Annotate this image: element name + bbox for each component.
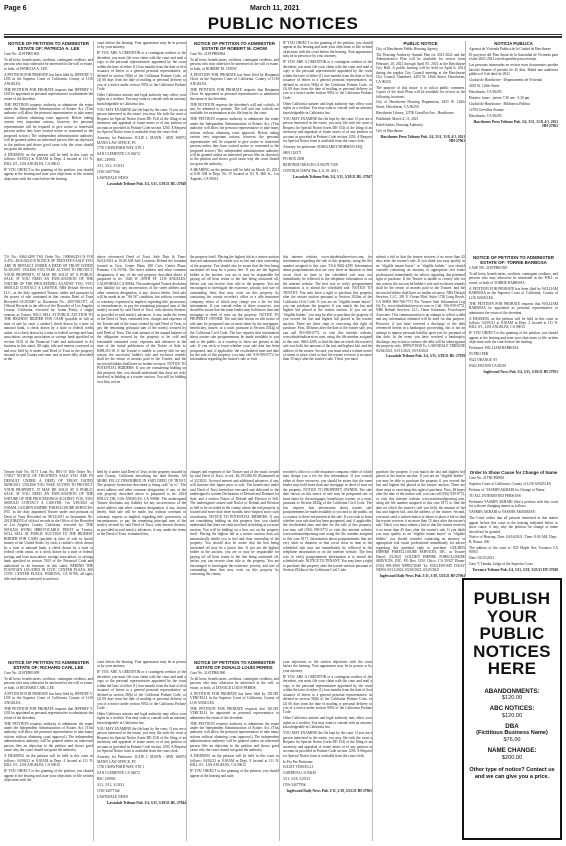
notice-paragraph: A PETITION FOR PROBATE has been filed by JULIET VERCELLI in the Superior Court of California, County of LOS ANGELES.	[190, 691, 279, 705]
notice-paragraph: A PETITION FOR PROBATE has been filed by Benjamin Chow in the Superior Court of California, County of LOS ANGELES.	[190, 72, 279, 86]
notice-paragraph: Hawthorne, CA 90250	[469, 90, 502, 95]
notice-paragraph: CNS-3447706#	[97, 170, 120, 175]
notice-paragraph: A PETITION FOR PROBATE has been filed by JEFFERY V. LEE in the Superior Court of California, County of LOS ANGELES.	[4, 72, 93, 86]
notice-paragraph: A HEARING on the petition will be held in this court as follows: 04/05/21 at 8:30AM in Dept. 4 located at 111 N. HILL ST., LOS ANGELES, CA 90012	[4, 153, 93, 166]
notice-paragraph: Trustee Sale No. 8171 Loan No. R81-15 Title Order No.: 170027 NOTICE OF TRUSTEE'S SALE YOU ARE IN DEFAULT UNDER A DEED OF TRUST DATED 08/08/2011. UNLESS YOU TAKE ACTION TO PROTECT YOUR PROPERTY, IT MAY BE SOLD AT A PUBLIC SALE. IF YOU NEED AN EXPLANATION OF THE NATURE OF THE PROCEEDINGS AGAINST YOU, YOU SHOULD CONTACT A LAWYER. On 3/18/2021 at 9:00AM, GOLDEN EMPIRE FORECLOSURE SERVICES, INC. as the duly appointed Trustee under and pursuant to Deed of Trust Recorded on 08/12/2011 as Instrument No. 20111084555 of official records in the Office of the Recorder of Los Angeles County, California, executed by: THE WEILDA WONG IRREVOCABLE TRUST as Trustor, WILL SELL AT PUBLIC AUCTION TO THE HIGHEST BIDDER FOR CASH (payable at time of sale in lawful money of the United States, by cash, a cashier's check drawn by a state or national bank, a check drawn by a state or federal credit union, or a check drawn by a state or federal savings and loan association, savings association, or savings bank specified in section 5102 of the Financial Code and authorized to do business in this state), BEHIND THE FOUNTAIN LOCATED IN CIVIC CENTER PLAZA, 400 CIVIC CENTER PLAZA, POMONA, CA 91766, all right, title and interest conveyed to and now	[4, 470, 93, 581]
notice-block	[97, 41, 186, 250]
notice-paragraph: Hawthorne, CA 90250	[469, 113, 502, 118]
notice-paragraph: To all heirs, beneficiaries, creditors, contingent creditors, and persons who may otherwise be interested in the will or estate, or both, of RICHARD CARL LEE.	[4, 676, 93, 690]
notice-heading: PUBLIC NOTICE	[403, 41, 438, 46]
notice-paragraph: SBN 126371	[283, 150, 302, 155]
ad-dba-sub: (Fictitious Business Name)	[476, 730, 548, 736]
notice-paragraph: Case No. 21TRCP00061	[469, 476, 505, 480]
ad-abc-price: $120.00	[501, 712, 523, 719]
notice-paragraph: El proyecto del Plan Anual de la Autoridad de Vivienda para el año 2021-2022 está disponible para revisión.	[469, 52, 558, 62]
notice-paragraph: City of Hawthorne Housing Department, 4455 W. 126th Street, Hawthorne, CA 90250	[376, 100, 465, 109]
notice-paragraph: A HEARING on the petition will be held in this court as follows: 04/05/21 at 8:30AM in Dept. 2 located at 111 N. HILL ST., LOS ANGELES, CA 90012	[469, 316, 558, 330]
publication-reference: Inglewood Daily News Pub. 3/11, 3/18, 3/25/21 HI-27964	[379, 573, 465, 578]
notice-paragraph: In Pro Per Petitioner:	[283, 759, 314, 764]
notice-paragraph: Date: 02/25/2021	[469, 556, 495, 561]
column-divider	[186, 41, 187, 841]
ad-headline	[464, 590, 560, 678]
notice-paragraph: your objections or file written objections with the court before the hearing. Your appearance may be in person or by your attorney.	[283, 660, 372, 673]
notice-block	[4, 41, 93, 250]
notice-paragraph: court before the hearing. Your appearance may be in person or by your attorney.	[97, 660, 186, 669]
notice-paragraph: court before the hearing. Your appearance may be in person or by your attorney.	[97, 41, 186, 50]
notice-block	[190, 41, 279, 250]
notice-block	[376, 255, 465, 465]
notice-paragraph: City of Hawthorne Public Housing Agency	[376, 47, 438, 51]
notice-paragraph: A PETITION FOR PROBATE has been filed by WILLIAM BARBOSA in the Superior Court of California, County of LOS ANGELES.	[469, 286, 558, 300]
notice-heading: NOTICIA PUBLICA	[494, 41, 533, 46]
notice-paragraph: YASMIN AKBARI to YASMIN AKBARIAN	[469, 510, 536, 515]
column-divider	[372, 41, 373, 841]
notice-block	[190, 470, 279, 655]
notice-paragraph: Horario: lunes - jueves 7:30 am - 5:30 pm	[469, 96, 530, 101]
notice-heading: NOTICE OF PETITION TO ADMINISTER ESTATE OF: PATRICIA A. LEE	[8, 41, 89, 51]
notice-block	[190, 255, 279, 465]
notice-block	[283, 660, 372, 842]
ad-dba-label: DBA	[505, 722, 519, 730]
publication-reference: Inglewood Daily News Pub. 3/11, 3/18, 3/25/21 HI-27965	[286, 789, 372, 794]
notice-paragraph: A HEARING on the petition will be held in this court as follows: 04/06/21 at 8:30AM in Dept. 4 located at 111 N. HILL ST., LOS ANGELES, CA 90012	[4, 754, 93, 768]
notice-paragraph: Agencia de Vivienda Publica de la Ciudad de Hawthorne	[469, 47, 551, 51]
notice-paragraph: IF YOU ARE A CREDITOR or a contingent creditor of the decedent, you must file your claim with the court and mail a copy to the personal representative appointed by the court within the later of either (1) four months from the date of first issuance of letters to a general personal representative, as defined in section 58(b) of the California Probate Code, or (2) 60 days from the date of mailing or personal delivery to you of a notice under section 9052 of the California Probate Code.	[283, 60, 372, 100]
notice-paragraph: 3/11, 3/12, 3/18/21	[97, 164, 125, 169]
notice-paragraph: Attorney for petitioner: MARGARET HOHMAN ESQ	[283, 144, 363, 149]
notice-paragraph: YOU MAY EXAMINE the file kept by the court. If you are a person interested in the estate, you may file with the court a Request for Special Notice (form DE-154) of the filing of an inventory and appraisal of estate assets or of any petition or account as provided in Probate Code section 1250. A Request for Special Notice form is available from the court clerk.	[97, 107, 186, 135]
notice-block	[283, 470, 372, 655]
notice-paragraph: THE PETITION requests authority to administer the estate under the Independent Administration of Estates Act. (This authority will allow the personal representative to take many actions without obtaining court approval.) The independent administration authority will be granted unless an interested person files an objection to the petition and shows good cause why the court should not grant the authority.	[4, 721, 93, 753]
notice-block	[4, 255, 93, 465]
notice-paragraph: Case No. 21STPB01900	[190, 671, 226, 675]
notice-paragraph: The Court orders that all persons interested in this matter appear before this court at the hearing indicated below to show cause, if any, why the petition for change of name should not be granted.	[469, 516, 558, 534]
notice-paragraph: CASE NO. 21STPB01929	[469, 266, 508, 270]
notice-paragraph: To all heirs, beneficiaries, creditors, contingent creditors, and persons who may otherwise be interested in the will, or estate, or both, of DONALD LOUIS PERRIS.	[190, 676, 279, 690]
notice-block	[469, 41, 558, 250]
notice-paragraph: THE PETITION FOR PROBATE requests that WILLIAM BARBOSA be appointed as personal representative to administer the estate of the decedent.	[469, 301, 558, 315]
notice-paragraph: THE PETITION FOR PROBATE requests that JEFFERY V. LEE be appointed as personal representative to administer the estate of the decedent.	[4, 706, 93, 720]
notice-paragraph: IF YOU ARE A CREDITOR or a contingent creditor of the decedent, you must file your claim with the court and mail a copy to the personal representative appointed by the court within the later of either (1) four months from the date of first issuance of letters to a general personal representative, as defined in section 58(b) of the California Probate Code, or (2) 60 days from the date of mailing or personal delivery to you of a notice under section 9052 of the California Probate Code.	[97, 51, 186, 92]
publication-reference: Lawndale Tribune Pub. 3/4, 3/11, 3/18/21 HL-27939	[386, 354, 465, 359]
notice-paragraph: Attorney for Petitioner: JULIE I. MANN - SBN 169072 MANN LAW OFFICE, PC	[97, 755, 186, 764]
notice-block	[190, 660, 279, 842]
notice-paragraph: Published: March 4, 11, 2021	[376, 116, 419, 121]
notice-paragraph: City of Hawthorne	[376, 128, 403, 133]
notice-paragraph: THE PETITION requests authority to administer the estate under the Independent Administration of Estates Act. (This authority will allow the personal representative to take many actions without obtaining court approval. Before taking certain very important actions, however, the personal representative will be required to give notice to interested persons unless they have waived notice or consented to the proposed action.) The independent administration authority will be granted unless an interested person files an objection to the petition and shows good cause why the court should not grant the authority.	[4, 102, 93, 152]
ad-line-4: NOTICES	[473, 641, 551, 661]
notice-block	[97, 660, 186, 842]
notice-block	[283, 41, 372, 250]
notice-paragraph: THE PETITION FOR PROBATE requests that JULIET VERCELLI be appointed as personal representative to administer the estate of the decedent.	[190, 706, 279, 720]
notice-block	[97, 470, 186, 655]
notice-paragraph: THE PETITION requests authority to administer the estate under the Independent Administration of Estates Act. (This authority will allow the personal representative to take many actions without obtaining court approval. Before taking certain very important actions, however, the personal representative will be required to give notice to interested persons unless they have waived notice or consented to the proposed action.) The independent administration authority will be granted unless an interested person files an objection to the petition and shows good cause why the court should not grant the authority.	[190, 117, 279, 166]
notice-paragraph: above referenced Deed of Trust. Sale Date & Time: 04/13/2021 at 10:00 AM Sale Location: Behind the fountain located in Civic Center Plaza, 400 Civic Center Plaza, Pomona, CA 91766. The street address and other common designation, if any, of the real property described above is purported to be: 1026 W 109TH ST, LOS ANGELES, CALIFORNIA CA 90044. The undersigned Trustee disclaims any liability for any incorrectness of the street address and other common designation, if any, shown herein. Said sale will be made in an "AS IS" condition, but without covenant or warranty, expressed or implied, regarding title, possession, or encumbrances, to pay the remaining principal sum of the note(s) secured by said Deed of Trust, with interest thereon, as provided in said note(s), advances, if any, under the terms of the Deed of Trust, estimated fees, charges and expenses of the Trustee and of the trusts created by said Deed of Trust, to pay the remaining principal sum of the note(s) secured by said Deed of Trust. The total amount of the unpaid balance of the obligation secured by the property to be sold and reasonable estimated costs, expenses and advances at the time of the initial publication of the Notice of Sale is: $388,219.18. If the Trustee is unable to convey title for any reason, the successful bidder's sole and exclusive remedy shall be the return of monies paid to the Trustee, and the successful bidder shall have no further recourse. NOTICE TO POTENTIAL BIDDERS: If you are considering bidding on this property lien, you should understand that there are risks involved in bidding at a trustee auction. You will be bidding on a lien, not on	[97, 255, 186, 384]
publication-reference: Hawthorne Press Tribune Pub. 3/4, 3/11, 3/18, 4/1, 2021 HH-27963	[380, 134, 465, 144]
notice-paragraph: CNS-3447795#	[283, 783, 306, 788]
notice-paragraph: Petitioner: WILLIAM BARBOSA	[469, 346, 519, 351]
notice-paragraph: T.S. No.: 9462-4209 TSG Order No.: 190066225-CA-VOI A.P.N.: 4016-025-019 NOTICE OF TRUSTEE'S SALE YOU ARE IN DEFAULT UNDER A DEED OF TRUST DATED 01/18/2007. UNLESS YOU TAKE ACTION TO PROTECT YOUR PROPERTY, IT MAY BE SOLD AT A PUBLIC SALE. IF YOU NEED AN EXPLANATION OF THE NATURE OF THE PROCEEDING AGAINST YOU, YOU SHOULD CONTACT A LAWYER. NBS Default Services, LLC, as the duly appointed Trustee, under and pursuant to the power of sale contained in that certain Deed of Trust Recorded 01/29/2007 as Document No.: 20070181377, of Official Records in the office of the Recorder of Los Angeles County, California, executed by: Joann Pretty, a single woman, as Trustor, WILL SELL AT PUBLIC AUCTION TO THE HIGHEST BIDDER FOR CASH (payable in full at time of sale by cash, a cashier's check drawn by a state or national bank, a check drawn by a state or federal credit union, or a check drawn by a state or federal savings and loan association, savings association or savings bank specified in section 5102 of the Financial Code and authorized to do business in this state). All right, title and interest conveyed to and now held by it under said Deed of Trust in the property situated in said County and state, and as more fully described in the	[4, 255, 93, 362]
notice-paragraph: IF YOU ARE A CREDITOR or a contingent creditor of the decedent, you must file your claim with the court and mail a copy to the personal representative appointed by the court within the later of either (1) four months from the date of first issuance of letters to a general personal representative, as defined in section 58(b) of the California Probate Code, or (2) 60 days from the date of mailing or personal delivery to you of a notice under section 9052 of the California Probate Code.	[283, 674, 372, 715]
column-divider	[465, 41, 466, 576]
notice-paragraph: SAN CLEMENTE CA 92672	[97, 771, 140, 776]
notice-paragraph: To all heirs, beneficiaries, creditors, contingent creditors, and persons who may otherwise be interested in the WILL or estate, or both of TORRIE BARBOSA.	[469, 271, 558, 285]
notice-paragraph: THE PETITION requests the decedent's will and codicils, if any, be admitted to probate. The will and any codicils are available for examination in the file kept by the court.	[190, 102, 279, 116]
notice-paragraph: Other California statutes and legal authority may affect your rights as a creditor. You may want to consult with an attorney knowledgeable in California law.	[283, 101, 372, 115]
notice-paragraph: Ciudad de Hawthorne - Biblioteca Pública	[469, 102, 530, 107]
notice-paragraph: held by it under said Deed of Trust in the property situated in said County, California describing the land therein: AS MORE FULLY DESCRIBED IN SAID DEED OF TRUST. The property heretofore described is being sold "as is". The street address and other common designation, if any, of the real property described above is purported to be: 2424 HOLLY DR, LOS ANGELES, CA 90068. The undersigned Trustee disclaims any liability for any incorrectness of the street address and other common designation, if any, shown herein. Said sale will be made, but without covenant or warranty, express or implied, regarding title, possession, or encumbrances, to pay the remaining principal sum of the note(s) secured by said Deed of Trust, with interest thereon, as provided in said note(s), advances, if any, under the terms of the Deed of Trust, estimated fees,	[97, 470, 186, 537]
notice-paragraph: YOU MAY EXAMINE the file kept by the court. If you are a person interested in the estate, you may file with the court a Request for Special Notice (form DE-154) of the filing of an inventory and appraisal of estate assets or of any petition or account as provided in Probate Code section 1250. A Request for Special Notice form is available from the court clerk.	[283, 116, 372, 144]
notice-paragraph: Gary Y. Tanaka, Judge of the Superior Court	[469, 562, 533, 567]
notice-paragraph: recorder's office or a title insurance company, either of which may charge you a fee for this information. If you consult either of these resources, you should be aware that the same lender may hold more than one mortgage or deed of trust on the property. NOTICE TO PROPERTY OWNER: The sale date shown on this notice of sale may be postponed one or more times by the mortgagee, beneficiary, trustee, or a court, pursuant to Section 2924g of the California Civil Code. The law requires that information about trustee sale postponements be made available to you and to the public, as a courtesy to those not present at the sale. If you wish to learn whether your sale date has been postponed, and, if applicable, the rescheduled time and date for the sale of this property, you may call (916) 939-0772 or visit this internet website www.nationwideposting.com using the file number assigned to this case 8171. Information about postponements that are very short in duration or that occur close in time to the scheduled sale may not immediately be reflected in the telephone information or on the internet website. The best way to verify postponement information is to attend the scheduled sale. NOTICE TO TENANT: You may have a right to purchase this property after the trustee auction pursuant to Section 2924m of the California Civil Code.	[283, 470, 372, 572]
notice-paragraph: 4455 W. 126th Street	[469, 84, 500, 89]
notice-block	[469, 470, 558, 575]
title-rule-bottom	[4, 36, 562, 38]
notice-paragraph: this internet website, www.nbsdefaultservices.com, for information regarding the sale of this property, using the file number assigned to this case, T.S.# 9462-4209. Information about postponements that are very short in duration or that occur close in time to the scheduled sale may not immediately be reflected in the telephone information or on the internet website. The best way to verify postponement information is to attend the scheduled sale. NOTICE TO TENANT: You may have a right to purchase this property after the trustee auction pursuant to Section 2924m of the California Civil Code. If you are an "eligible tenant buyer," you can purchase the property if you match the last and highest bid placed at the trustee auction. If you are an "eligible bidder," you may be able to purchase the property if you exceed the last and highest bid placed at the trustee auction. There are three steps to exercising this right of purchase. First, 48 hours after the date of the trustee sale, you can call 916-939-0772, or visit this internet website, www.nbsdefaultservices.com, using the file number assigned to this case, 9462-4209, to find the date on which the trustee's sale was held, the amount of the last and highest bid, and the address of the trustee. Second, you must send a written notice of intent to place a bid so that the trustee receives it no more than 15 days after the trustee's sale. Third, you must	[283, 255, 372, 362]
notice-block	[4, 470, 93, 655]
notice-block	[97, 255, 186, 465]
notice-paragraph: THE PETITION requests authority to administer the estate under the Independent Administration of Estates Act. (This authority will allow the personal representative to take many actions without obtaining court approval.) The independent administration authority will be granted unless an interested person files an objection to the petition and shows good cause why the court should not grant the authority.	[190, 721, 279, 753]
ad-line-2: YOUR	[486, 606, 538, 626]
ad-name-change-price: $200.00	[501, 754, 523, 761]
notice-paragraph: The purpose of this notice is to solicit public comment. Copies of the draft Plans will be available for review in the following locations:	[376, 85, 465, 99]
notice-paragraph: purchase the property if you match the last and highest bid placed at the trustee auction. If you are an "eligible bidder," you may be able to purchase the property if you exceed the last and highest bid placed at the trustee auction. There are three steps to exercising this right of purchase. First, 48 hours after the date of the trustee sale, you can call (916) 939-0772, or visit this internet website www.nationwideposting.com, using the file number assigned to this case 8171 to find the date on which the trustee's sale was held, the amount of the last and highest bid, and the address of the trustee. Second, you must send a written notice of intent to place a bid so that the trustee receives it no more than 15 days after the trustee's sale. Third, you must submit a bid so that the trustee receives it no more than 45 days after the trustee's sale. If you think you may qualify as an "eligible tenant buyer" or "eligible bidder," you should consider contacting an attorney or appropriate real estate professional immediately for advice regarding this potential right to purchase. GOLDEN EMPIRE FORECLOSURE SERVICES, INC. as Trustee Dated: 3/2/2021 GOLDEN EMPIRE FORECLOSURE SERVICES, INC. PO Box 1350, Chico, CA 95927 Phone: (530) 893-2900 NPP0372049 To: INGLEWOOD DAILY NEWS 03/11/2021, 03/18/2021, 03/25/2021	[376, 470, 465, 572]
notice-paragraph: YOU MAY EXAMINE the file kept by the court. If you are a person interested in the estate, you may file with the court a Request for Special Notice (form DE-154) of the filing of an inventory and appraisal of estate assets or of any petition or account as provided in Probate Code section 1250. A Request for Special Notice form is available from the court clerk.	[97, 726, 186, 754]
notice-paragraph: The address of the court is: 825 Maple Ave, Torrance CA 90503	[469, 545, 558, 555]
notice-paragraph: Petition of: YASMIN AKBARI for Change of Name	[469, 487, 545, 492]
notice-paragraph: LAWNDALE NEWS	[97, 176, 129, 181]
notice-paragraph: Notice of Hearing: Date: 04/16/2021, Time: 8:30 AM, Dept.: B, Room: 200	[469, 535, 558, 544]
notice-paragraph: BSC 219902	[97, 777, 116, 782]
notice-paragraph: Ciudad de Hawthorne - Departamento de Vivienda	[469, 78, 542, 83]
notice-paragraph: Case No. 21STPB01909	[4, 671, 40, 675]
notice-paragraph: TO ALL INTERESTED PERSONS:	[469, 493, 522, 498]
notice-heading: NOTICE OF PETITION TO ADMINISTER ESTATE OF: RICHARD CARL LEE	[8, 660, 89, 670]
ad-name-change-label: NAME CHANGE:	[487, 747, 537, 754]
ad-line-5: HERE	[487, 659, 537, 678]
notice-paragraph: THE PETITION FOR PROBATE requests that Benjamin Chow be appointed as personal representative to administer the estate of the decedent.	[190, 87, 279, 101]
notice-paragraph: IF YOU OBJECT to the granting of the petition, you should appear at the hearing and state	[190, 769, 279, 778]
notice-paragraph: REDONDO BEACH CA 90278-7358	[283, 162, 338, 167]
notice-paragraph: A HEARING on the petition will be held on March 25, 2021 at 8:30 AM in Dept. No. 67 located at 111 N. Hill St., Los Angeles, CA 90012.	[190, 167, 279, 181]
ad-line-1: PUBLISH	[473, 589, 551, 608]
notice-paragraph: To all heirs, beneficiaries, creditors, contingent creditors, and persons who may otherwise be interested in the will or estate, or both, of PATRICIA A. LEE.	[4, 57, 93, 71]
notice-paragraph: Kaleb Sarkis, Housing Authority	[376, 122, 424, 127]
publication-reference: Lawndale Tribune Pub. 3/4, 3/11, 3/18/21 HL-27944	[107, 801, 186, 806]
notice-paragraph: LAWNDALE NEWS	[97, 795, 129, 800]
notice-paragraph: THE PETITION FOR PROBATE requests that JEFFERY V. LEE be appointed as personal representative to administer the estate of the decedent.	[4, 87, 93, 101]
ad-tagline: Other type of notice? Contact us and we can give you a price.	[469, 766, 555, 780]
notice-paragraph: IN PRO PER	[469, 352, 489, 357]
notice-paragraph: BSC 219901	[97, 158, 116, 163]
publication-reference: Hawthorne Press Tribune Pub. 3/4, 3/11, 3/18, 4/1, 2021 HH-27962	[473, 119, 558, 129]
notice-paragraph: YOU MAY EXAMINE the file kept by the court. If you are a person interested in the estate, you may file with the court a Request for Special Notice (form DE-154) of the filing of an inventory and appraisal of estate assets or of any petition or account as provided in Probate Code section 1250. A Request for Special Notice form is available from the court clerk.	[283, 731, 372, 758]
notice-paragraph: A HEARING on the petition will be held in this court as follows: 04/02/21 at 8:30AM in Dept. 9 located at 111 N. HILL ST., LOS ANGELES, CA 90012	[190, 754, 279, 768]
notice-paragraph: Case No. 21STPB01865	[4, 52, 40, 56]
notice-block	[283, 255, 372, 465]
ad-abandonments-label: ABANDONMENTS:	[484, 687, 540, 695]
notice-paragraph: GARDENA CA 90249	[283, 771, 316, 776]
column-divider	[279, 41, 280, 841]
page-number: Page 6	[4, 5, 27, 12]
notice-paragraph: Attorney for Petitioner: JULIE I. MANN - SBN 169072 MANN LAW OFFICE, PC	[97, 136, 186, 145]
notice-paragraph: submit a bid so that the trustee receives it no more than 45 days after the trustee's sale. If you think you may qualify as an "eligible tenant buyer" or "eligible bidder," you should consider contacting an attorney or appropriate real estate professional immediately for advice regarding this potential right to purchase. If the Trustee is unable to convey title for any reason, the successful bidder's sole and exclusive remedy shall be the return of monies paid to the Trustee, and the successful bidder shall have no further recourse. NBS Default Services, LLC, 301 E. Ocean Blvd. Suite 1720 Long Beach, CA 90802 800-766-7751 For Trustee Sale Information Log On To: www.nbsdefaultservices.com or Call: 916-939-0772. NBS Default Services, LLC, Omar Solorzano, Foreclosure Associate. This communication is an attempt to collect a debt and any information obtained will be used for that purpose. However, if you have received a discharge of the debt referenced herein in a bankruptcy proceeding, this is not an attempt to impose personal liability upon you for payment of that debt. In the event you have received a bankruptcy discharge, any action to enforce the debt will be taken against the property only. NPP0371838 To: LAWNDALE TRIBUNE 03/04/2021, 03/11/2021, 03/18/2021	[376, 255, 465, 353]
notice-paragraph: IF YOU OBJECT to the granting of the petition, you should appear at the hearing and state your objections or file written objections with the court before the hearing.	[469, 331, 558, 345]
notice-paragraph: Hawthorne Library, 12700 Grevillea Ave., Hawthorne	[376, 110, 454, 115]
notice-heading: NOTICE OF PETITION TO ADMINISTER ESTATE OF: TORRIE BARBOSA	[473, 255, 554, 265]
notice-paragraph: 1750 CRAWFORD WAY, STE 1	[97, 146, 145, 151]
title-rule-top	[4, 34, 562, 35]
notice-paragraph: IF YOU OBJECT to the granting of the petition, you should appear at the hearing and state your objections or file written objections with the court before the hearing. Your appearance may be in person or by your attorney.	[283, 41, 372, 59]
publication-reference: Lawndale Tribune Pub. 3/4, 3/11, 3/18/21 HL-27948	[107, 182, 186, 187]
notice-heading: Order to Show Cause for Change of Name	[469, 470, 558, 475]
notice-paragraph: Superior Court of California, County of LOS ANGELES	[469, 481, 551, 486]
publication-reference: Inglewood News Pub. 3/4, 3/11, 3/18/21 HI-27953	[483, 370, 558, 375]
notice-paragraph: Las personas interesadas en revisar estos documentos pueden hacerlo durante el periodo de 45 días. Habrá una audiencia pública el 6 de abril de 2021.	[469, 63, 558, 77]
notice-paragraph: IF YOU ARE A CREDITOR or a contingent creditor of the decedent, you must file your claim with the court and mail a copy to the personal representative appointed by the court within the later of either (1) four months from the date of first issuance of letters to a general personal representative, as defined in section 58(b) of the California Probate Code, or (2) 60 days from the date of mailing or personal delivery to you of a notice under section 9052 of the California Probate Code.	[97, 670, 186, 711]
notice-block	[4, 660, 93, 842]
notice-paragraph: Petitioner YASMIN AKBARI filed a petition with this court for a decree changing names as follows:	[469, 499, 558, 509]
ad-abc-label: ABC NOTICES:	[489, 705, 535, 712]
publication-reference: Torrance Tribune Pub. 3/4, 3/11, 3/18, 3/25/21 HT-27949	[472, 568, 558, 573]
notice-paragraph: 3/11, 3/12, 3/18/21	[97, 783, 125, 788]
publication-reference: Lawndale Tribune Pub. 3/4, 3/11, 3/18/21 HL-27947	[293, 174, 372, 179]
notice-paragraph: CNS-3447716#	[97, 789, 120, 794]
ad-line-3: PUBLIC	[479, 624, 545, 643]
notice-paragraph: Case No. 21STPB00962	[190, 52, 226, 56]
notice-paragraph: CN974028 CHOW Mar 4,11,18, 2021	[283, 168, 339, 173]
notice-paragraph: SAN CLEMENTE CA 92672	[97, 152, 140, 157]
notice-block	[376, 470, 465, 655]
notice-paragraph: the property itself. Placing the highest bid at a trustee auction does not automatically entitle you to free and clear ownership of the property. You should also be aware that the lien being auctioned off may be a junior lien. If you are the highest bidder at the auction, you are or may be responsible for paying off all liens senior to the lien being auctioned off, before you can receive clear title to the property. You are encouraged to investigate the existence, priority, and size of outstanding liens that may exist on this property by contacting the county recorder's office or a title insurance company, either of which may charge you a fee for this information. If you consult either of these resources, you should be aware that the same lender may hold more than one mortgage or deed of trust on the property. NOTICE TO PROPERTY OWNER: The sale date shown on this notice of sale may be postponed one or more times by the mortgagee, beneficiary, trustee, or a court, pursuant to Section 2924g of the California Civil Code. The law requires that information about trustee sale postponements be made available to you and to the public, as a courtesy to those not present at the sale. If you wish to learn whether your sale date has been postponed, and, if applicable, the rescheduled time and date for the sale of this property, you may call, 916-939-0772 for information regarding the trustee's sale or visit	[190, 255, 279, 362]
notice-block	[469, 255, 558, 465]
notice-paragraph: IF YOU OBJECT to the granting of the petition, you should appear at the hearing and state your objections or file written objections with the court before the hearing.	[4, 167, 93, 181]
notice-paragraph: A PETITION FOR PROBATE has been filed by JEFFERY V. LEE in the Superior Court of California, County of LOS ANGELES.	[4, 691, 93, 705]
ad-dba-price: $76.00	[503, 737, 521, 743]
notice-paragraph: 1750 CRAWFORD WAY, STE 1	[97, 765, 145, 770]
notice-heading: NOTICE OF PETITION TO ADMINISTER ESTATE OF DONALD LOUIS PERRIS	[194, 660, 275, 670]
notice-paragraph: JULIET VERCELLI	[283, 765, 313, 770]
notice-paragraph: PO BOX 2858	[283, 156, 305, 161]
notice-paragraph: 3/11, 3/18, 3/25/21	[283, 777, 311, 782]
notice-paragraph: charges and expenses of the Trustee and of the trusts created by said Deed of Trust, to-wit: $2,155,000.00 (Estimated) as of 3/2/2021. Accrued interest and additional advances, if any, will increase this figure prior to sale. The beneficiary under said Deed of Trust heretofore executed and delivered to the undersigned a written Declaration of Default and Demand for Sale, and a written Notice of Default and Election to Sell. The undersigned caused said Notice of Default and Election to Sell to be recorded in the county where the real property is located and more than three months have elapsed since such recordation. NOTICE TO POTENTIAL BIDDERS: If you are considering bidding on this property lien, you should understand that there are risks involved in bidding at a trustee auction. You will be bidding on a lien, not on the property itself. Placing the highest bid at a trustee auction does not automatically entitle you to free and clear ownership of the property. You should also be aware that the lien being auctioned off may be a junior lien. If you are the highest bidder at the auction, you are or may be responsible for paying off all liens senior to the lien being auctioned off, before you can receive clear title to the property. You are encouraged to investigate the existence, priority, and size of outstanding liens that may exist on this property by contacting the county	[190, 470, 279, 577]
notice-block	[376, 41, 465, 250]
notice-paragraph: IF YOU OBJECT to the granting of the petition, you should appear at the hearing and state your objections or file written objections with the	[4, 769, 93, 782]
issue-date: March 11, 2021	[250, 5, 300, 12]
notice-paragraph: Other California statutes and legal authority may affect your rights as a creditor. You may want to consult with an attorney knowledgeable in California law.	[283, 716, 372, 730]
ad-abandonments-price: $120.00	[501, 695, 523, 701]
column-divider	[93, 41, 94, 841]
notice-paragraph: INGLEWOOD CA 90301	[469, 364, 507, 369]
notice-heading: NOTICE OF PETITION TO ADMINISTER ESTATE OF ROBERT M. CHOW	[194, 41, 275, 51]
notice-paragraph: 9323 ORANGE ST	[469, 358, 498, 363]
notice-paragraph: To all heirs, beneficiaries, creditors, contingent creditors, and persons who may otherwise be interested in the will or estate, or both, of ROBERT M. CHOW	[190, 57, 279, 71]
notice-paragraph: Other California statutes and legal authority may affect your rights as a creditor. You may want to consult with an attorney knowledgeable in California law.	[97, 92, 186, 106]
advertisement-box	[462, 578, 562, 840]
notice-paragraph: The Housing Authority Annual Plan for 2021-2022 and the Administrative Plan will be available for review from February 20, 2021 through April 05, 2021 at the Hawthorne City Hall. A public hearing will be held on April 6, 2021 during the regular City Council meeting at the Hawthorne City Council Chambers, 4455 W. 126th Street, Hawthorne, CA 90250.	[376, 52, 465, 84]
notice-paragraph: Other California statutes and legal authority may affect your rights as a creditor. You may want to consult with an attorney knowledgeable in California law.	[97, 711, 186, 725]
notice-paragraph: 12700 Grevillea Avenue	[469, 107, 504, 112]
section-title: PUBLIC NOTICES	[207, 14, 359, 33]
